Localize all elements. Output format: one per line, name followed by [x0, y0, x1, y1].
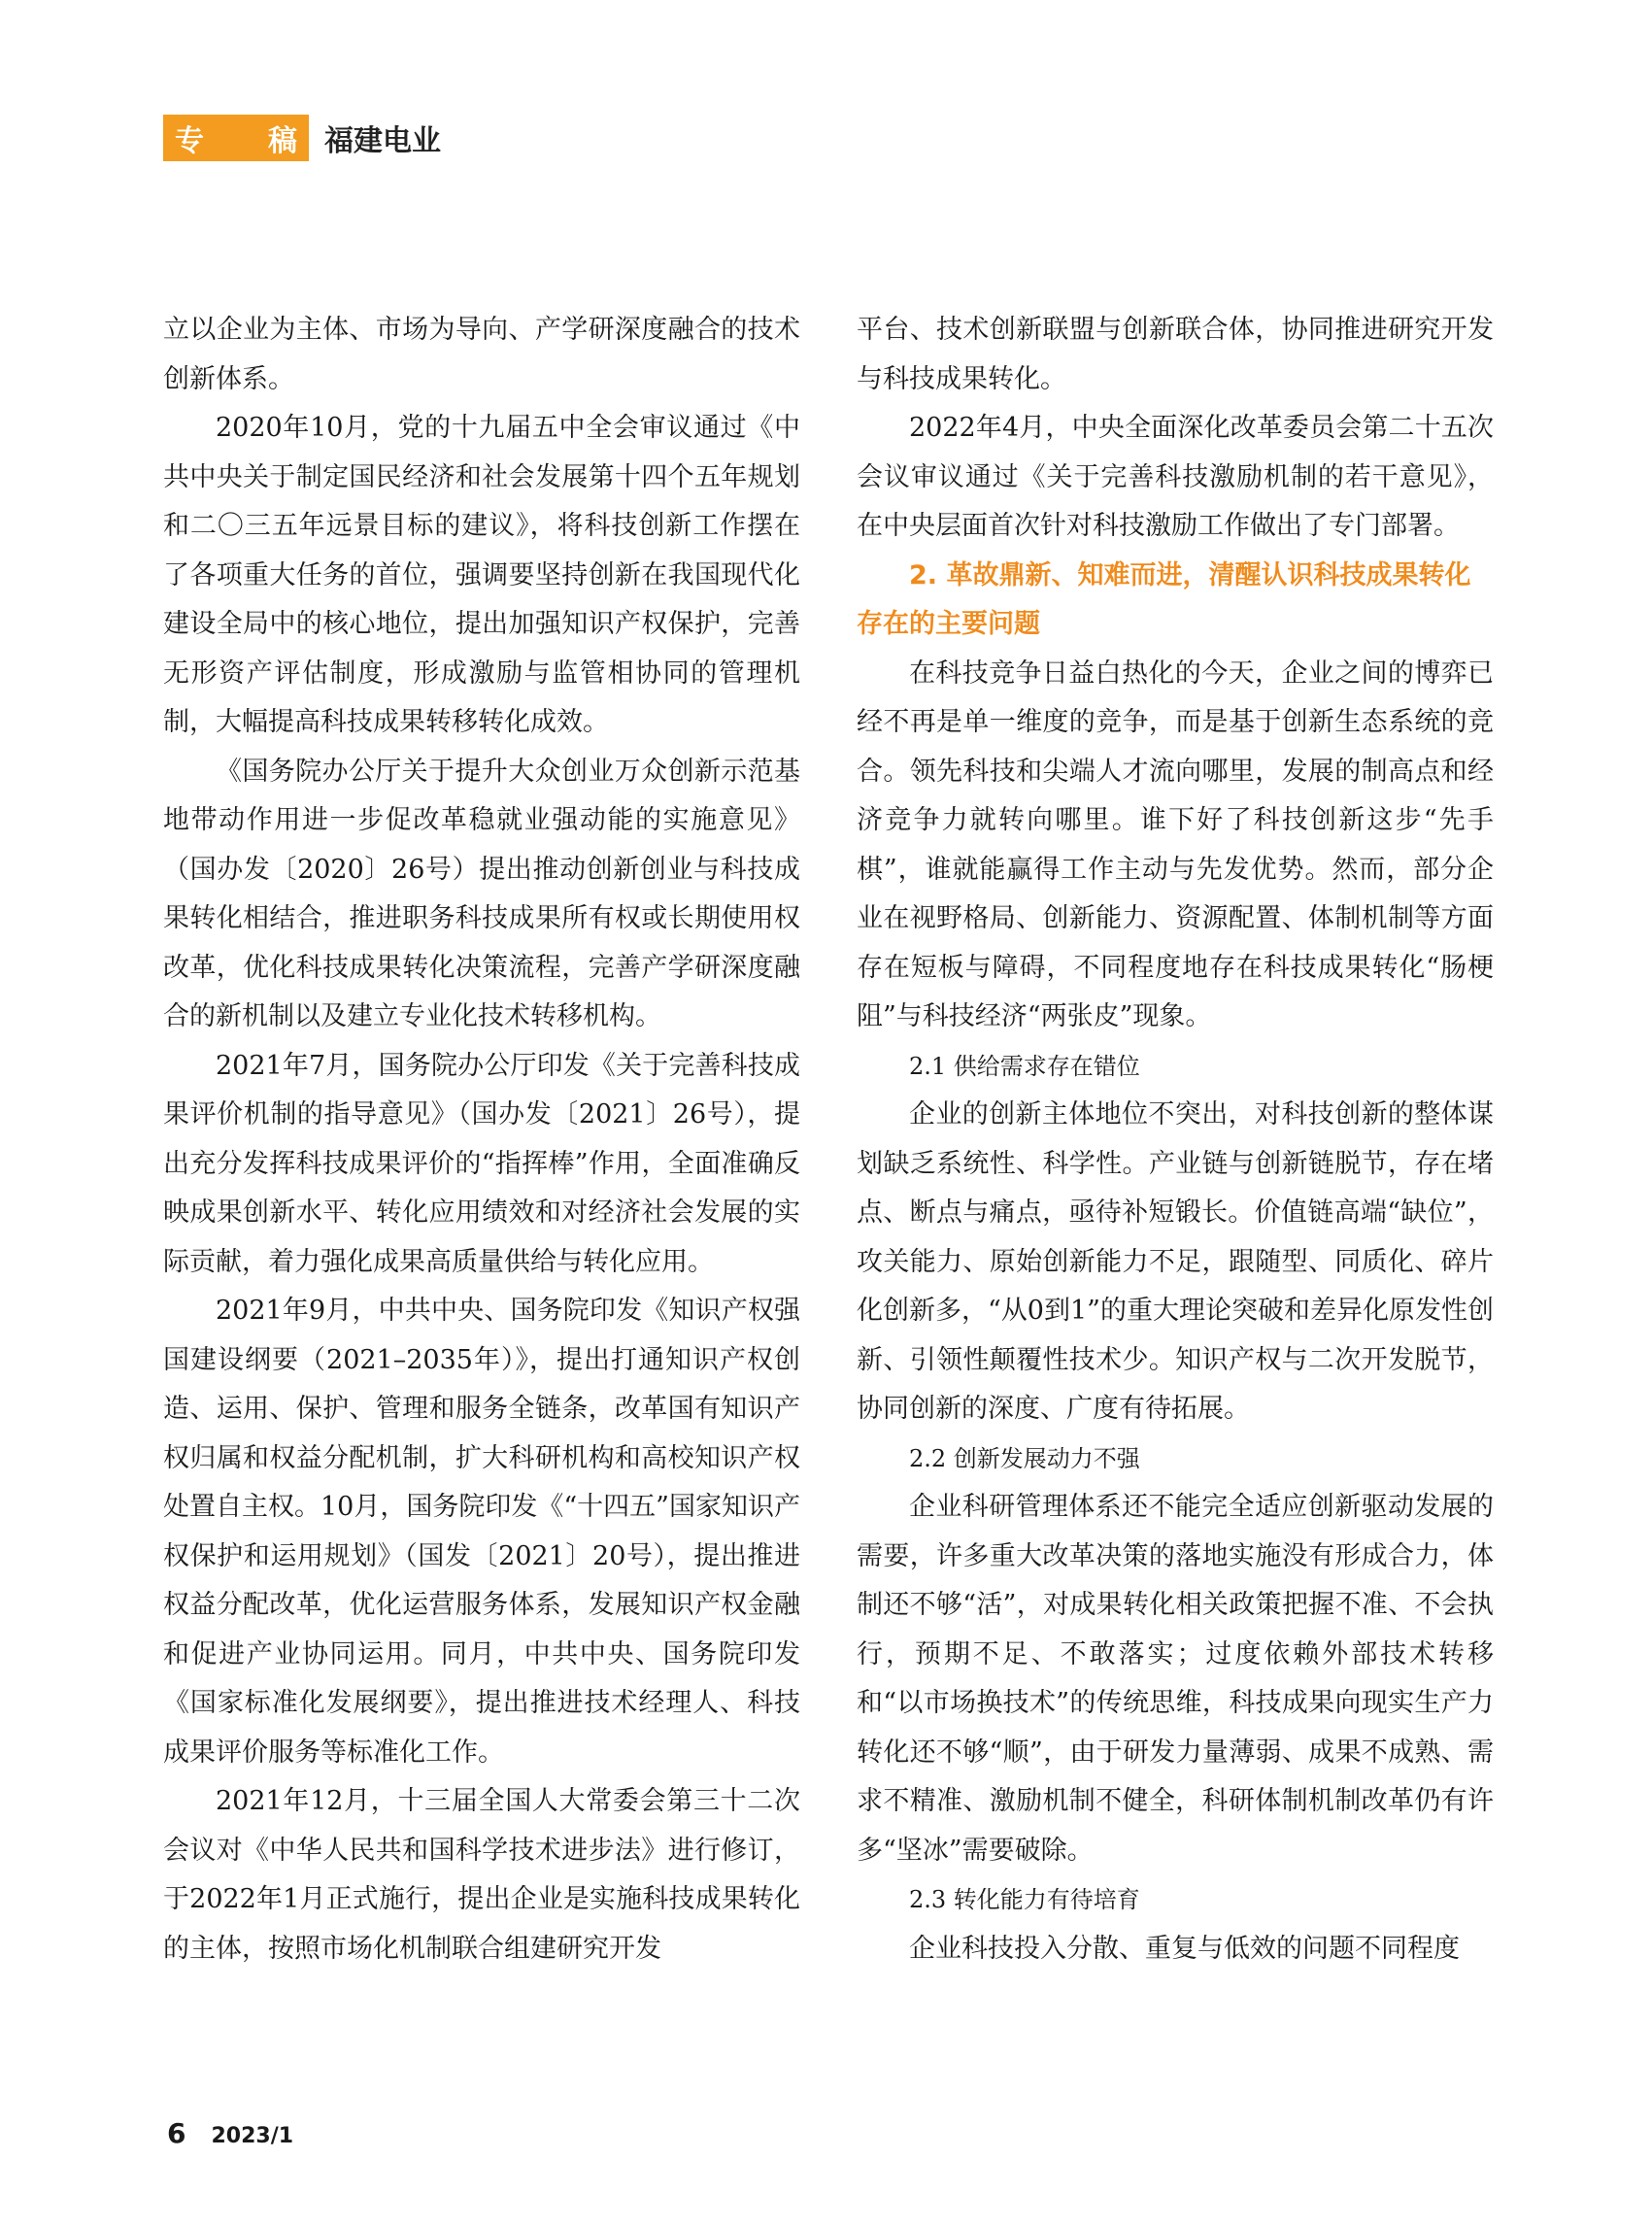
right-column [857, 306, 1494, 1973]
paragraph: 2020年10月，党的十九届五中全会审议通过《中共中央关于制定国民经济和社会发展第十四个五年规划和二〇三五年远景目标的建议》，将科技创新工作摆在了各项重大任务的首位，强调要坚持创新在我国现代化建设全局中的核心地位，提出加强知识产权保护，完善无形资产评估制度，形成激励与监管相协同的管理机制，大幅提高科技成果转移转化成效。 [163, 413, 800, 737]
left-column [163, 306, 800, 1973]
section-heading: 2. 革故鼎新、知难而进，清醒认识科技成果转化存在的主要问题 [857, 559, 1471, 639]
page-footer [167, 2117, 293, 2149]
subsection-heading: 2.3 转化能力有待培育 [909, 1886, 1140, 1913]
paragraph: 2021年7月，国务院办公厅印发《关于完善科技成果评价机制的指导意见》（国办发〔2021〕26号），提出充分发挥科技成果评价的“指挥棒”作用，全面准确反映成果创新水平、转化应用绩效和对经济社会发展的实际贡献，着力强化成果高质量供给与转化应用。 [163, 1050, 800, 1277]
journal-title: 福建电业 [324, 124, 441, 158]
section-tag-char-1: 专 [175, 124, 204, 158]
issue-label: 2023/1 [211, 2124, 294, 2148]
paragraph: 2022年4月，中央全面深化改革委员会第二十五次会议审议通过《关于完善科技激励机制的若干意见》，在中央层面首次针对科技激励工作做出了专门部署。 [857, 413, 1494, 541]
paragraph: 企业科技投入分散、重复与低效的问题不同程度 [909, 1933, 1460, 1964]
paragraph: 《国务院办公厅关于提升大众创业万众创新示范基地带动作用进一步促改革稳就业强动能的实施意见》（国办发〔2020〕26号）提出推动创新创业与科技成果转化相结合，推进职务科技成果所有权或长期使用权改革，优化科技成果转化决策流程，完善产学研深度融合的新机制以及建立专业化技术转移机构。 [163, 756, 800, 1031]
subsection-heading: 2.2 创新发展动力不强 [909, 1444, 1140, 1472]
section-tag [163, 115, 309, 161]
paragraph: 平台、技术创新联盟与创新联合体，协同推进研究开发与科技成果转化。 [857, 315, 1494, 394]
page-header [163, 115, 441, 161]
paragraph: 立以企业为主体、市场为导向、产学研深度融合的技术创新体系。 [163, 315, 800, 394]
paragraph: 企业科研管理体系还不能完全适应创新驱动发展的需要，许多重大改革决策的落地实施没有形成合力，体制还不够“活”，对成果转化相关政策把握不准、不会执行，预期不足、不敢落实；过度依赖外部技术转移和“以市场换技术”的传统思维，科技成果向现实生产力转化还不够“顺”，由于研发力量薄弱、成果不成熟、需求不精准、激励机制不健全，科研体制机制改革仍有许多“坚冰”需要破除。 [857, 1492, 1494, 1866]
subsection-heading: 2.1 供给需求存在错位 [909, 1052, 1140, 1080]
section-tag-char-2: 稿 [268, 124, 297, 158]
paragraph: 企业的创新主体地位不突出，对科技创新的整体谋划缺乏系统性、科学性。产业链与创新链脱节，存在堵点、断点与痛点，亟待补短锻长。价值链高端“缺位”，攻关能力、原始创新能力不足，跟随型、同质化、碎片化创新多，“从0到1”的重大理论突破和差异化原发性创新、引领性颠覆性技术少。知识产权与二次开发脱节，协同创新的深度、广度有待拓展。 [857, 1099, 1494, 1424]
paragraph: 在科技竞争日益白热化的今天，企业之间的博弈已经不再是单一维度的竞争，而是基于创新生态系统的竞合。领先科技和尖端人才流向哪里，发展的制高点和经济竞争力就转向哪里。谁下好了科技创新这步“先手棋”，谁就能赢得工作主动与先发优势。然而，部分企业在视野格局、创新能力、资源配置、体制机制等方面存在短板与障碍，不同程度地存在科技成果转化“肠梗阻”与科技经济“两张皮”现象。 [857, 658, 1494, 1031]
paragraph: 2021年12月，十三届全国人大常委会第三十二次会议对《中华人民共和国科学技术进步法》进行修订，于2022年1月正式施行，提出企业是实施科技成果转化的主体，按照市场化机制联合组建研究开发 [163, 1786, 800, 1964]
page-number: 6 [167, 2117, 186, 2149]
paragraph: 2021年9月，中共中央、国务院印发《知识产权强国建设纲要（2021–2035年）》，提出打通知识产权创造、运用、保护、管理和服务全链条，改革国有知识产权归属和权益分配机制，扩大科研机构和高校知识产权处置自主权。10月，国务院印发《“十四五”国家知识产权保护和运用规划》（国发〔2021〕20号），提出推进权益分配改革，优化运营服务体系，发展知识产权金融和促进产业协同运用。同月，中共中央、国务院印发《国家标准化发展纲要》，提出推进技术经理人、科技成果评价服务等标准化工作。 [163, 1296, 800, 1768]
